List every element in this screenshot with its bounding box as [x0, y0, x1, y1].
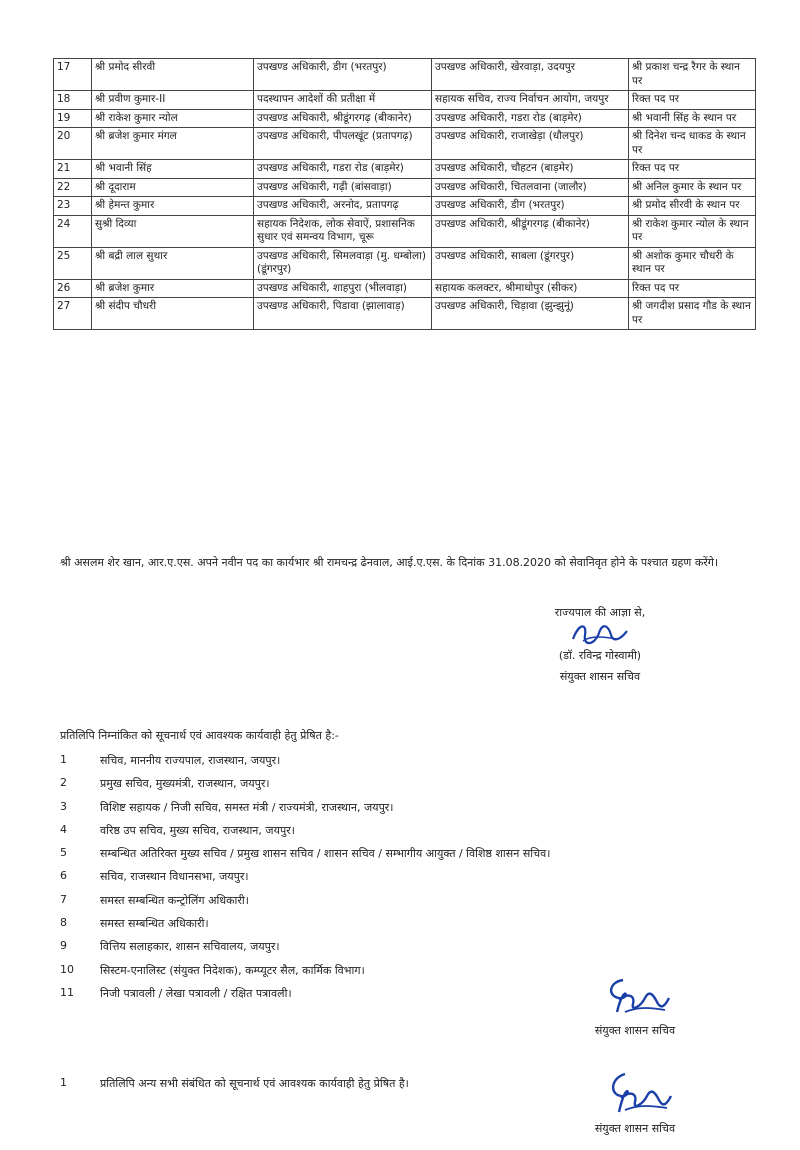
- new-post-cell: उपखण्ड अधिकारी, डीग (भरतपुर): [432, 197, 629, 216]
- signature-block-2: [560, 972, 710, 1039]
- officer-name-cell: श्री राकेश कुमार न्योल: [92, 109, 254, 128]
- serial-number-cell: 21: [54, 160, 92, 179]
- signature-block-3: [560, 1068, 710, 1137]
- new-post-cell: उपखण्ड अधिकारी, चितलवाना (जालौर): [432, 178, 629, 197]
- list-item: [60, 939, 760, 962]
- signature-block: [500, 604, 700, 685]
- current-post-cell: उपखण्ड अधिकारी, गढ़ी (बांसवाड़ा): [254, 178, 432, 197]
- officer-name-cell: श्री संदीप चौधरी: [92, 298, 254, 330]
- signature-image: [595, 972, 675, 1022]
- list-item-number: 11: [60, 985, 74, 999]
- serial-number-cell: 17: [54, 59, 92, 91]
- list-item: [60, 823, 760, 846]
- table-row: [54, 59, 756, 91]
- serial-number-cell: 19: [54, 109, 92, 128]
- transfer-table: [53, 58, 756, 330]
- list-item-number: 9: [60, 939, 67, 953]
- remark-cell: रिक्त पद पर: [629, 160, 756, 179]
- remark-cell: श्री जगदीश प्रसाद गौड के स्थान पर: [629, 298, 756, 330]
- list-item: [60, 916, 760, 939]
- new-post-cell: उपखण्ड अधिकारी, श्रीडूंगरगढ़ (बीकानेर): [432, 215, 629, 247]
- remark-cell: श्री राकेश कुमार न्योल के स्थान पर: [629, 215, 756, 247]
- officer-name-cell: श्री भवानी सिंह: [92, 160, 254, 179]
- serial-number-cell: 20: [54, 128, 92, 160]
- new-post-cell: सहायक सचिव, राज्य निर्वाचन आयोग, जयपुर: [432, 91, 629, 110]
- signature-image: [595, 1068, 675, 1120]
- list-item: [60, 776, 760, 799]
- list-item-number: 5: [60, 846, 67, 860]
- serial-number-cell: 27: [54, 298, 92, 330]
- officer-name-cell: सुश्री दिव्या: [92, 215, 254, 247]
- new-post-cell: उपखण्ड अधिकारी, साबला (डूंगरपुर): [432, 247, 629, 279]
- cc2-number: 1: [60, 1076, 67, 1089]
- list-item-text: निजी पत्रावली / लेखा पत्रावली / रक्षित पत्रावली।: [100, 986, 292, 1000]
- current-post-cell: उपखण्ड अधिकारी, गडरा रोड (बाड़मेर): [254, 160, 432, 179]
- officer-name-cell: श्री बद्री लाल सुथार: [92, 247, 254, 279]
- new-post-cell: उपखण्ड अधिकारी, गडरा रोड (बाड़मेर): [432, 109, 629, 128]
- serial-number-cell: 25: [54, 247, 92, 279]
- list-item-text: समस्त सम्बन्धित कन्ट्रोलिंग अधिकारी।: [100, 893, 249, 907]
- list-item: [60, 800, 760, 823]
- list-item-number: 1: [60, 753, 67, 766]
- cc-heading: प्रतिलिपि निम्नांकित को सूचनार्थ एवं आवश्यक कार्यवाही हेतु प्रेषित है:-: [60, 729, 339, 742]
- list-item-text: सचिव, माननीय राज्यपाल, राजस्थान, जयपुर।: [100, 754, 281, 767]
- remark-cell: श्री भवानी सिंह के स्थान पर: [629, 109, 756, 128]
- table-row: [54, 109, 756, 128]
- signatory-name: (डॉ. रविन्द्र गोस्वामी): [558, 649, 642, 662]
- table-row: [54, 298, 756, 330]
- signatory-title: संयुक्त शासन सचिव: [559, 670, 641, 683]
- officer-name-cell: श्री प्रमोद सीरवी: [92, 59, 254, 91]
- current-post-cell: उपखण्ड अधिकारी, पिडावा (झालावाड़): [254, 298, 432, 330]
- current-post-cell: उपखण्ड अधिकारी, श्रीडूंगरगढ़ (बीकानेर): [254, 109, 432, 128]
- list-item-text: समस्त सम्बन्धित अधिकारी।: [100, 917, 209, 931]
- charge-note: श्री असलम शेर खान, आर.ए.एस. अपने नवीन पद का कार्यभार श्री रामचन्द्र ढेनवाल, आई.ए.एस. के दिनांक 31.08.2020 को सेवानिवृत होने के पश्चात ग्रहण करेंगे।: [60, 556, 719, 569]
- officer-name-cell: श्री प्रवीण कुमार-II: [92, 91, 254, 110]
- list-item-number: 2: [60, 776, 67, 790]
- table-row: [54, 197, 756, 216]
- list-item: [60, 846, 760, 869]
- table-row: [54, 178, 756, 197]
- list-item-text: वरिष्ठ उप सचिव, मुख्य सचिव, राजस्थान, जयपुर।: [100, 823, 295, 837]
- cc2-line: [60, 1076, 409, 1091]
- current-post-cell: उपखण्ड अधिकारी, अरनोद, प्रतापगढ़: [254, 197, 432, 216]
- remark-cell: श्री अनिल कुमार के स्थान पर: [629, 178, 756, 197]
- remark-cell: रिक्त पद पर: [629, 279, 756, 298]
- table-row: [54, 279, 756, 298]
- new-post-cell: उपखण्ड अधिकारी, चिड़ावा (झुन्झुनूं): [432, 298, 629, 330]
- officer-name-cell: श्री दूदाराम: [92, 178, 254, 197]
- cc-list: [60, 753, 760, 1009]
- signatory-title-2: संयुक्त शासन सचिव: [594, 1024, 676, 1037]
- list-item-text: सचिव, राजस्थान विधानसभा, जयपुर।: [100, 870, 249, 884]
- list-item-text: वित्तिय सलाहकार, शासन सचिवालय, जयपुर।: [100, 940, 280, 954]
- signature-image: [565, 621, 635, 647]
- governor-order-line: राज्यपाल की आज्ञा से,: [554, 606, 646, 619]
- table-row: [54, 215, 756, 247]
- current-post-cell: उपखण्ड अधिकारी, शाहपुरा (भीलवाड़ा): [254, 279, 432, 298]
- table-row: [54, 160, 756, 179]
- current-post-cell: सहायक निदेशक, लोक सेवाऐं, प्रशासनिक सुधार एवं समन्वय विभाग, चूरू: [254, 215, 432, 247]
- serial-number-cell: 26: [54, 279, 92, 298]
- signatory-title-3: संयुक्त शासन सचिव: [594, 1122, 676, 1135]
- list-item-number: 4: [60, 822, 67, 836]
- serial-number-cell: 23: [54, 197, 92, 216]
- list-item-number: 3: [60, 799, 67, 813]
- new-post-cell: सहायक कलक्टर, श्रीमाधोपुर (सीकर): [432, 279, 629, 298]
- serial-number-cell: 24: [54, 215, 92, 247]
- current-post-cell: उपखण्ड अधिकारी, सिमलवाड़ा (मु. धम्बोला) (डूंगरपुर): [254, 247, 432, 279]
- list-item-number: 6: [60, 869, 67, 883]
- new-post-cell: उपखण्ड अधिकारी, राजाखेड़ा (धौलपुर): [432, 128, 629, 160]
- cc2-text: प्रतिलिपि अन्य सभी संबंधित को सूचनार्थ एवं आवश्यक कार्यवाही हेतु प्रेषित है।: [100, 1077, 409, 1090]
- list-item: [60, 753, 760, 776]
- remark-cell: श्री प्रमोद सीरवी के स्थान पर: [629, 197, 756, 216]
- remark-cell: रिक्त पद पर: [629, 91, 756, 110]
- new-post-cell: उपखण्ड अधिकारी, चौहटन (बाड़मेर): [432, 160, 629, 179]
- officer-name-cell: श्री ब्रजेश कुमार: [92, 279, 254, 298]
- remark-cell: श्री दिनेश चन्द धाकड के स्थान पर: [629, 128, 756, 160]
- list-item-number: 10: [60, 962, 74, 976]
- remark-cell: श्री प्रकाश चन्द्र रैगर के स्थान पर: [629, 59, 756, 91]
- list-item: [60, 893, 760, 916]
- table-row: [54, 247, 756, 279]
- list-item-text: सिस्टम-एनालिस्ट (संयुक्त निदेशक), कम्प्यूटर सैल, कार्मिक विभाग।: [100, 963, 365, 977]
- current-post-cell: पदस्थापन आदेशों की प्रतीक्षा में: [254, 91, 432, 110]
- list-item-number: 8: [60, 916, 67, 930]
- officer-name-cell: श्री हेमन्त कुमार: [92, 197, 254, 216]
- table-row: [54, 91, 756, 110]
- current-post-cell: उपखण्ड अधिकारी, डीग (भरतपुर): [254, 59, 432, 91]
- remark-cell: श्री अशोक कुमार चौधरी के स्थान पर: [629, 247, 756, 279]
- current-post-cell: उपखण्ड अधिकारी, पीपलखूंट (प्रतापगढ़): [254, 128, 432, 160]
- serial-number-cell: 18: [54, 91, 92, 110]
- list-item-text: प्रमुख सचिव, मुख्यमंत्री, राजस्थान, जयपुर।: [100, 777, 270, 791]
- serial-number-cell: 22: [54, 178, 92, 197]
- list-item-text: सम्बन्धित अतिरिक्त मुख्य सचिव / प्रमुख शासन सचिव / शासन सचिव / सम्भागीय आयुक्त / विशिष्ठ शासन सचिव।: [100, 847, 551, 861]
- new-post-cell: उपखण्ड अधिकारी, खेरवाड़ा, उदयपुर: [432, 59, 629, 91]
- list-item-number: 7: [60, 892, 67, 906]
- officer-name-cell: श्री ब्रजेश कुमार मंगल: [92, 128, 254, 160]
- table-row: [54, 128, 756, 160]
- list-item-text: विशिष्ट सहायक / निजी सचिव, समस्त मंत्री / राज्यमंत्री, राजस्थान, जयपुर।: [100, 800, 394, 814]
- list-item: [60, 869, 760, 892]
